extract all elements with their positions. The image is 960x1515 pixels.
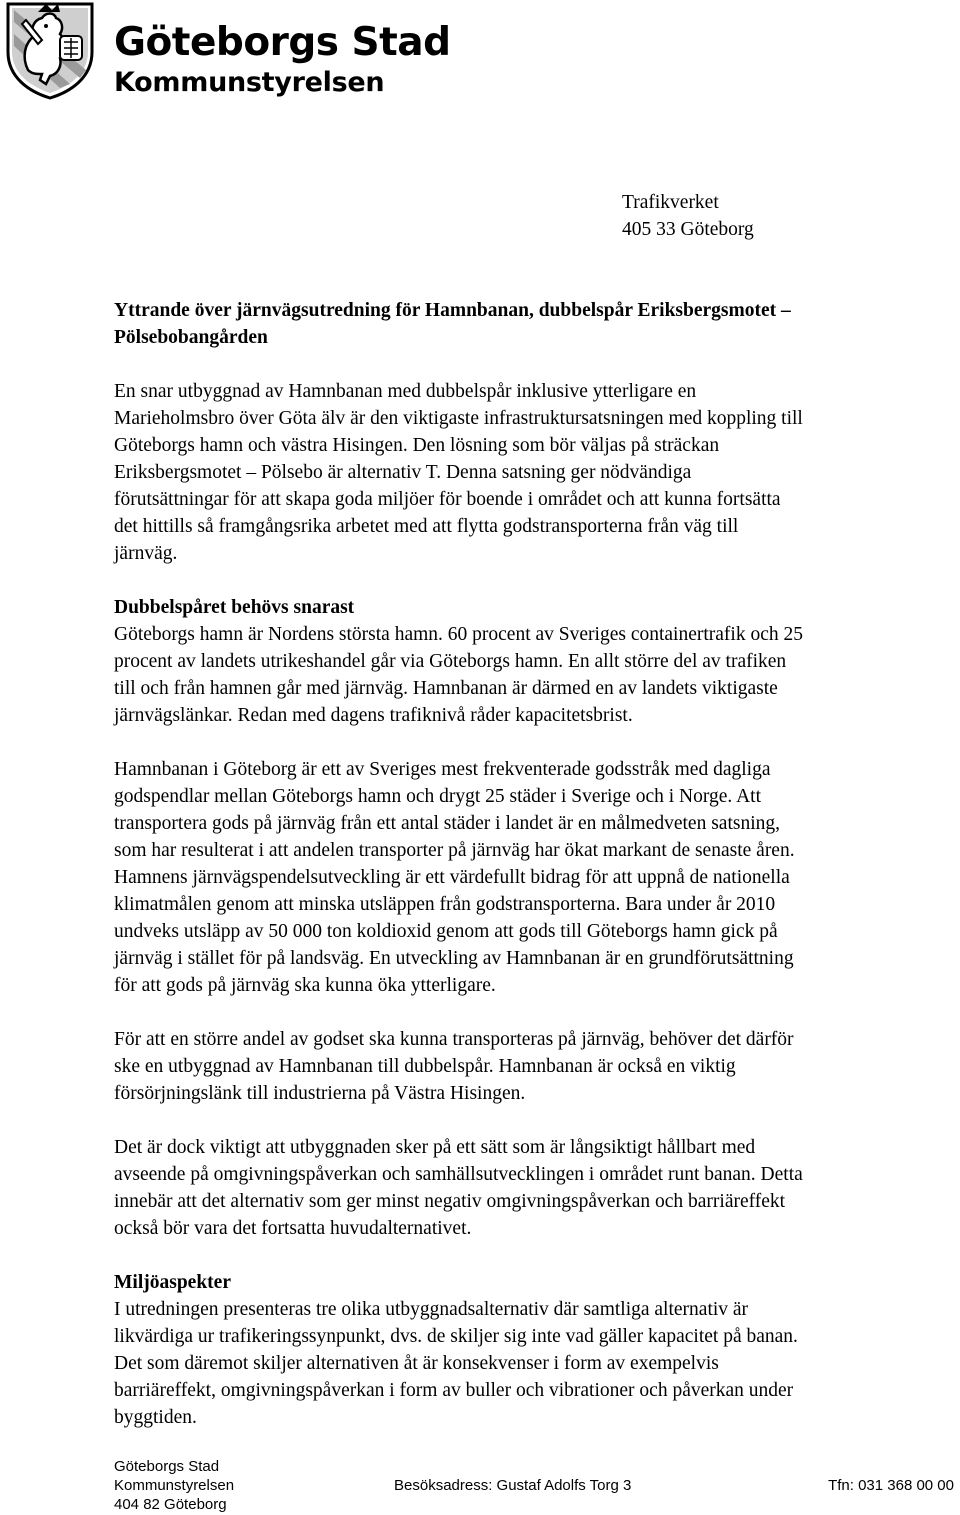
text-line: försörjningslänk till industrierna på Västra Hisingen. [114, 1083, 526, 1104]
text-line: det hittills så framgångsrika arbetet med att flytta godstransporterna från väg till [114, 516, 739, 537]
text-line: till och från hamnen går med järnväg. Hamnbanan är därmed en av landets viktigaste [114, 678, 778, 699]
text-line: järnväg i stället för på landsväg. En utveckling av Hamnbanan är en grundförutsättning [114, 948, 794, 969]
document-title [114, 297, 944, 351]
footer-sender [114, 1457, 234, 1514]
section-heading: Dubbelspåret behövs snarast [114, 597, 355, 618]
intro-paragraph [114, 378, 944, 567]
text-line: också bör vara det fortsatta huvudalternativet. [114, 1218, 472, 1239]
footer-phone: Tfn: 031 368 00 00 [828, 1477, 954, 1494]
paragraph [114, 1026, 944, 1107]
text-line: godspendlar mellan Göteborgs hamn och drygt 25 städer i Sverige och i Norge. Att [114, 786, 761, 807]
text-line: byggtiden. [114, 1407, 197, 1428]
text-line: Det är dock viktigt att utbyggnaden sker på ett sätt som är långsiktigt hållbart med [114, 1137, 756, 1158]
text-line: avseende på omgivningspåverkan och samhällsutvecklingen i området runt banan. Detta [114, 1164, 803, 1185]
paragraph [114, 621, 944, 729]
recipient-address [622, 189, 754, 243]
text-line: procent av landets utrikeshandel går via Göteborgs hamn. En allt större del av trafiken [114, 651, 787, 672]
text-line: Göteborgs hamn är Nordens största hamn. 60 procent av Sveriges containertrafik och 25 [114, 624, 803, 645]
recipient-line: 405 33 Göteborg [622, 219, 754, 240]
text-line: Hamnbanan i Göteborg är ett av Sveriges mest frekventerade godsstråk med dagliga [114, 759, 771, 780]
text-line: Det som däremot skiljer alternativen åt är konsekvenser i form av exempelvis [114, 1353, 719, 1374]
footer-line: Kommunstyrelsen [114, 1477, 235, 1494]
footer-line: Göteborgs Stad [114, 1458, 220, 1475]
text-line: Göteborgs hamn och västra Hisingen. Den lösning som bör väljas på sträckan [114, 435, 720, 456]
letter-body [114, 297, 944, 1431]
title-line: Yttrande över järnvägsutredning för Hamnbanan, dubbelspår Eriksbergsmotet – [114, 300, 791, 321]
footer-line: 404 82 Göteborg [114, 1496, 227, 1513]
text-line: I utredningen presenteras tre olika utbyggnadsalternativ där samtliga alternativ är [114, 1299, 749, 1320]
page-footer [114, 1457, 954, 1513]
text-line: järnvägslänkar. Redan med dagens trafiknivå råder kapacitetsbrist. [114, 705, 633, 726]
text-line: som har resulterat i att andelen transporter på järnväg har ökat markant de senaste åren. [114, 840, 795, 861]
organization-name: Göteborgs Stad [114, 20, 451, 65]
city-coat-of-arms-icon [0, 0, 100, 100]
footer-visiting-address: Besöksadress: Gustaf Adolfs Torg 3 [394, 1477, 632, 1494]
text-line: barriäreffekt, omgivningspåverkan i form av buller och vibrationer och påverkan under [114, 1380, 794, 1401]
section-heading: Miljöaspekter [114, 1272, 231, 1293]
text-line: förutsättningar för att skapa goda miljöer för boende i området och att kunna fortsätta [114, 489, 781, 510]
recipient-line: Trafikverket [622, 192, 719, 213]
paragraph [114, 1296, 944, 1431]
organization-header [114, 20, 451, 100]
text-line: järnväg. [114, 543, 178, 564]
text-line: Eriksbergsmotet – Pölsebo är alternativ T. Denna satsning ger nödvändiga [114, 462, 692, 483]
text-line: klimatmålen genom att minska utsläppen från godstransporterna. Bara under år 2010 [114, 894, 776, 915]
text-line: transportera gods på järnväg från ett antal städer i landet är en målmedveten satsning, [114, 813, 780, 834]
paragraph [114, 756, 944, 999]
text-line: för att gods på järnväg ska kunna öka ytterligare. [114, 975, 496, 996]
title-line: Pölsebobangården [114, 327, 268, 348]
text-line: undveks utsläpp av 50 000 ton koldioxid genom att gods till Göteborgs hamn gick på [114, 921, 778, 942]
text-line: Hamnens järnvägspendelsutveckling är ett värdefullt bidrag för att uppnå de nationella [114, 867, 790, 888]
text-line: För att en större andel av godset ska kunna transporteras på järnväg, behöver det därför [114, 1029, 794, 1050]
text-line: En snar utbyggnad av Hamnbanan med dubbelspår inklusive ytterligare en [114, 381, 697, 402]
text-line: innebär att det alternativ som ger minst negativ omgivningspåverkan och barriäreffekt [114, 1191, 786, 1212]
text-line: ske en utbyggnad av Hamnbanan till dubbelspår. Hamnbanan är också en viktig [114, 1056, 736, 1077]
organization-unit: Kommunstyrelsen [114, 67, 385, 98]
text-line: Marieholmsbro över Göta älv är den viktigaste infrastruktursatsningen med koppling till [114, 408, 803, 429]
text-line: likvärdiga ur trafikeringssynpunkt, dvs. de skiljer sig inte vad gäller kapacitet på banan. [114, 1326, 798, 1347]
paragraph [114, 1134, 944, 1242]
